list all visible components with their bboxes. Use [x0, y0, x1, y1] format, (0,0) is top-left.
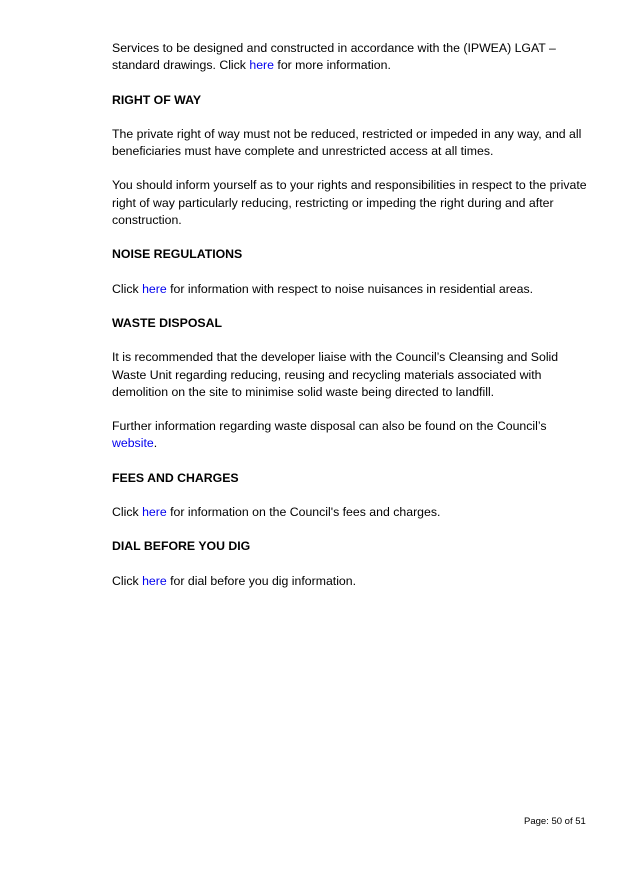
intro-text-after: for more information.: [274, 58, 391, 73]
waste-text-before: Further information regarding waste disposal can also be found on the Council’s: [112, 419, 547, 434]
intro-paragraph: [112, 40, 592, 75]
dial-before-you-dig-heading: DIAL BEFORE YOU DIG: [112, 539, 251, 554]
fees-text-after: for information on the Council's fees and charges.: [166, 505, 441, 520]
waste-paragraph-1: It is recommended that the developer liaise with the Council’s Cleansing and Solid Waste Unit regarding reducing, reusing and recycling materials associated with demolition on the site to minimise solid waste being directed to landfill.: [112, 350, 559, 399]
dial-here-link[interactable]: here: [142, 573, 167, 588]
noise-here-link[interactable]: here: [142, 281, 167, 296]
fees-here-link[interactable]: here: [142, 505, 167, 520]
noise-regulations-heading: NOISE REGULATIONS: [112, 247, 243, 262]
dial-text-before: Click: [112, 573, 143, 588]
dial-paragraph: [112, 573, 592, 590]
right-of-way-paragraph-2: You should inform yourself as to your rights and responsibilities in respect to the private right of way particularly reducing, restricting or impeding the right during and after construction.: [112, 178, 587, 228]
fees-charges-heading: FEES AND CHARGES: [112, 470, 239, 485]
right-of-way-paragraph-1: The private right of way must not be reduced, restricted or impeded in any way, and all beneficiaries must have complete and unrestricted access at all times.: [112, 126, 582, 159]
page-number: Page: 50 of 51: [524, 816, 586, 827]
intro-here-link[interactable]: here: [249, 58, 274, 73]
waste-paragraph-2: [112, 418, 592, 453]
fees-text-before: Click: [112, 505, 143, 520]
waste-website-link[interactable]: website: [112, 436, 154, 451]
noise-text-before: Click: [112, 281, 143, 296]
noise-paragraph: [112, 281, 592, 298]
document-page: [112, 40, 592, 590]
waste-text-after: .: [153, 436, 158, 451]
noise-text-after: for information with respect to noise nuisances in residential areas.: [166, 281, 534, 296]
intro-text-before: Services to be designed and constructed in accordance with the (IPWEA) LGAT – standard drawings. Click: [112, 41, 556, 73]
right-of-way-heading: RIGHT OF WAY: [112, 92, 202, 107]
fees-paragraph: [112, 504, 592, 521]
waste-disposal-heading: WASTE DISPOSAL: [112, 315, 222, 330]
dial-text-after: for dial before you dig information.: [166, 573, 357, 588]
